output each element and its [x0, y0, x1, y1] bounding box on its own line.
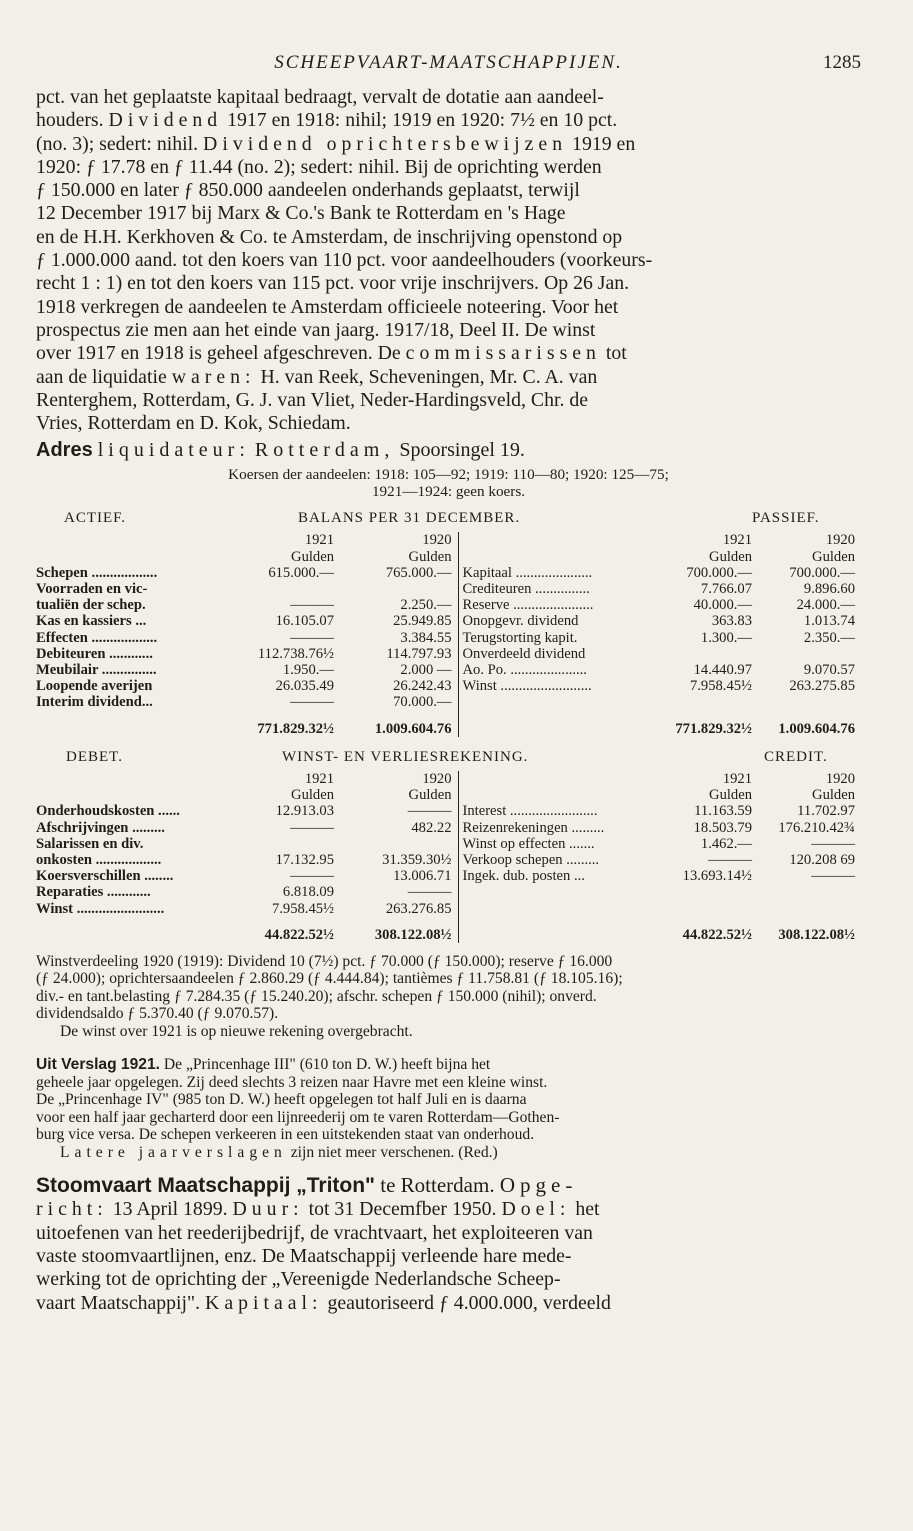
text-line: Latere jaarverslagen zijn niet meer verschenen. (Red.): [60, 1143, 498, 1161]
text-line: aan de liquidatie waren: H. van Reek, Scheveningen, Mr. C. A. van: [36, 365, 598, 388]
table-row: [36, 646, 861, 662]
value-cell: 13.693.14½: [682, 868, 752, 885]
value-cell: 615.000.—: [268, 564, 334, 581]
value-cell: 17.132.95: [275, 851, 334, 868]
text-line: (no. 3); sedert: nihil. Dividend oprichtersbewijzen 1919 en: [36, 132, 636, 155]
row-label: Winst ........................: [36, 900, 165, 917]
value-cell: 70.000.—: [393, 694, 452, 711]
credit-title: CREDIT.: [764, 748, 828, 765]
row-label: Onderhoudskosten ......: [36, 803, 180, 820]
value-cell: ———: [290, 694, 334, 711]
table-row: [36, 820, 861, 836]
text-line: 12 December 1917 bij Marx & Co.'s Bank te Rotterdam en 's Hage: [36, 202, 566, 225]
value-cell: 14.440.97: [693, 662, 752, 679]
text-line: Renterghem, Rotterdam, G. J. van Vliet, Neder-Hardingsveld, Chr. de: [36, 388, 589, 411]
value-cell: 1.013.74: [803, 613, 855, 630]
row-label: Kas en kassiers ...: [36, 613, 147, 630]
value-cell: 3.384.55: [400, 629, 452, 646]
value-cell: [236, 581, 340, 597]
text-line: over 1917 en 1918 is geheel afgeschreven. De commissarissen tot: [36, 342, 627, 365]
pl-heading: [36, 749, 861, 771]
row-label: [458, 884, 658, 900]
value-cell: [758, 694, 861, 710]
text-line: en de H.H. Kerkhoven & Co. te Amsterdam, de inschrijving openstond op: [36, 225, 623, 248]
total-cell: 1.009.604.76: [778, 720, 855, 737]
row-label: Onverdeeld dividend: [458, 646, 658, 662]
value-cell: 1.462.—: [700, 835, 752, 852]
address-city: Rotterdam,: [254, 439, 395, 462]
value-cell: [658, 901, 758, 917]
row-label: Ingek. dub. posten ...: [458, 868, 658, 884]
row-label: Crediteuren ...............: [458, 581, 658, 597]
value-cell: [758, 901, 861, 917]
value-cell: [340, 836, 458, 852]
table-row: [36, 803, 861, 819]
value-cell: 7.958.45½: [271, 900, 334, 917]
text-line: prospectus zie men aan het einde van jaarg. 1917/18, Deel II. De winst: [36, 318, 596, 341]
row-label: Reserve ......................: [458, 597, 658, 613]
row-label: [458, 901, 658, 917]
value-cell: 6.818.09: [282, 884, 334, 901]
value-cell: ———: [811, 835, 855, 852]
passief-title: PASSIEF.: [752, 510, 820, 527]
total-row: [36, 917, 861, 943]
row-label: Verkoop schepen .........: [458, 852, 658, 868]
row-label: onkosten ..................: [36, 851, 162, 868]
text-line: burg vice versa. De schepen verkeeren in een uitstekenden staat van onderhoud.: [36, 1126, 535, 1144]
row-label: Afschrijvingen .........: [36, 819, 165, 836]
row-label: Voorraden en vic-: [36, 581, 148, 598]
text-line: vaart Maatschappij". Kapitaal: geautoriseerd ƒ 4.000.000, verdeeld: [36, 1291, 611, 1314]
value-cell: 12.913.03: [275, 803, 334, 820]
value-cell: [758, 646, 861, 662]
value-cell: 16.105.07: [275, 613, 334, 630]
text-line: De „Princenhage IV" (985 ton D. W.) heeft opgelegen tot half Juli en is daarna: [36, 1091, 527, 1109]
text-line: recht 1 : 1) en tot den koers van 115 pct. voor vrije inschrijvers. Op 26 Jan.: [36, 272, 630, 295]
value-cell: ———: [811, 868, 855, 885]
pl-table: [36, 771, 861, 943]
row-label: Reparaties ............: [36, 884, 151, 901]
value-cell: 263.275.85: [789, 678, 855, 695]
value-cell: 176.210.42¾: [778, 819, 855, 836]
total-cell: 44.822.52½: [264, 926, 334, 943]
table-row: [36, 597, 861, 613]
text-line: Vries, Rotterdam en D. Kok, Schiedam.: [36, 412, 351, 435]
text-line: ƒ 1.000.000 aand. tot den koers van 110 pct. voor aandeelhouders (voorkeurs-: [36, 249, 653, 272]
row-label: Terugstorting kapit.: [458, 630, 658, 646]
company-name: Stoomvaart Maatschappij „Triton": [36, 1174, 376, 1198]
row-label: Salarissen en div.: [36, 835, 144, 852]
row-label: Kapitaal .....................: [458, 565, 658, 581]
share-prices: [36, 466, 861, 500]
value-cell: 11.702.97: [797, 803, 855, 820]
text-line: 1920: ƒ 17.78 en ƒ 11.44 (no. 2); sedert: nihil. Bij de oprichting werden: [36, 155, 602, 178]
value-cell: 114.797.93: [386, 645, 452, 662]
value-cell: 11.163.59: [694, 803, 752, 820]
value-cell: 263.276.85: [385, 900, 452, 917]
text-line: pct. van het geplaatste kapitaal bedraagt, vervalt de dotatie aan aandeel-: [36, 86, 604, 108]
value-cell: 7.766.07: [700, 581, 752, 598]
value-cell: [340, 581, 458, 597]
balance-table: [36, 532, 861, 736]
table-row: [36, 565, 861, 581]
value-cell: 24.000.—: [796, 597, 855, 614]
value-cell: ———: [290, 868, 334, 885]
row-label: Interest ........................: [458, 803, 658, 819]
text-line: uitoefenen van het reederijbedrijf, de vrachtvaart, het exploiteeren van: [36, 1221, 593, 1244]
row-label: Effecten ..................: [36, 629, 158, 646]
value-cell: ———: [407, 884, 452, 901]
liquidateur-label: liquidateur:: [97, 439, 250, 462]
total-cell: 308.122.08½: [778, 926, 855, 943]
text-line: 1918 verkregen de aandeelen te Amsterdam officieele noteering. Voor het: [36, 295, 619, 318]
running-title: SCHEEPVAART-MAATSCHAPPIJEN.: [274, 52, 623, 73]
value-cell: 1.950.—: [282, 662, 334, 679]
value-cell: 26.035.49: [275, 678, 334, 695]
value-cell: [758, 884, 861, 900]
total-cell: 771.829.32½: [675, 720, 752, 737]
value-cell: [658, 884, 758, 900]
row-label: Koersverschillen ........: [36, 868, 174, 885]
value-cell: 13.006.71: [393, 868, 452, 885]
address-line: [36, 436, 861, 464]
text-line: De winst over 1921 is op nieuwe rekening overgebracht.: [60, 1022, 413, 1040]
value-cell: 112.738.76½: [257, 645, 334, 662]
total-row: [36, 711, 861, 737]
annual-report-excerpt: [36, 1056, 861, 1161]
total-cell: 771.829.32½: [257, 720, 334, 737]
year-row: 1921 1920 1921 1920: [304, 532, 855, 549]
row-label: Winst op effecten .......: [458, 836, 658, 852]
value-cell: 25.949.85: [393, 613, 452, 630]
table-row: [36, 662, 861, 678]
balance-title: BALANS PER 31 DECEMBER.: [298, 510, 521, 527]
debet-title: DEBET.: [66, 748, 123, 765]
prices-line: 1921—1924: geen koers.: [371, 483, 526, 501]
value-cell: 18.503.79: [693, 819, 752, 836]
page-number: 1285: [823, 52, 861, 73]
text-line: richt: 13 April 1899. Duur: tot 31 Decemfber 1950. Doel: het: [36, 1198, 600, 1221]
text-line: Uit Verslag 1921. De „Princenhage III" (610 ton D. W.) heeft bijna het: [36, 1056, 491, 1074]
value-cell: 40.000.—: [693, 597, 752, 614]
running-header: [36, 52, 861, 86]
unit-row: Gulden Gulden Gulden Gulden: [291, 548, 855, 565]
table-row: [36, 581, 861, 597]
value-cell: 700.000.—: [789, 564, 855, 581]
row-label: tualiën der schep.: [36, 597, 146, 614]
row-label: [458, 694, 658, 710]
triton-entry: [36, 1173, 861, 1314]
profit-distribution: [36, 953, 861, 1041]
text-line: Stoomvaart Maatschappij „Triton" te Rotterdam. Opge-: [36, 1173, 578, 1198]
value-cell: 7.958.45½: [689, 678, 752, 695]
value-cell: [658, 694, 758, 710]
table-row: [36, 613, 861, 629]
table-row: [36, 678, 861, 694]
total-cell: 1.009.604.76: [374, 720, 452, 737]
table-row: [36, 868, 861, 884]
actief-title: ACTIEF.: [64, 510, 127, 527]
value-cell: 700.000.—: [686, 564, 752, 581]
value-cell: ———: [290, 819, 334, 836]
text-line: houders. Dividend 1917 en 1918: nihil; 1919 en 1920: 7½ en 10 pct.: [36, 109, 618, 132]
pl-title: WINST- EN VERLIESREKENING.: [282, 748, 529, 765]
value-cell: 482.22: [411, 819, 452, 836]
value-cell: ———: [290, 629, 334, 646]
row-label: Winst .........................: [458, 678, 658, 694]
row-label: Meubilair ...............: [36, 662, 157, 679]
value-cell: ———: [708, 851, 752, 868]
value-cell: 31.359.30½: [382, 851, 452, 868]
text-line: dividendsaldo ƒ 5.370.40 (ƒ 9.070.57).: [36, 1005, 279, 1023]
value-cell: 9.070.57: [803, 662, 855, 679]
row-label: Debiteuren ............: [36, 645, 153, 662]
value-cell: 2.350.—: [803, 629, 855, 646]
unit-row: Gulden Gulden Gulden Gulden: [291, 787, 855, 804]
value-cell: 1.300.—: [700, 629, 752, 646]
row-label: Loopende averijen: [36, 678, 153, 695]
table-row: [36, 884, 861, 900]
row-label: Reizenrekeningen .........: [458, 820, 658, 836]
table-row: [36, 852, 861, 868]
value-cell: 363.83: [711, 613, 752, 630]
value-cell: ———: [290, 597, 334, 614]
row-label: Interim dividend...: [36, 694, 153, 711]
value-cell: [236, 836, 340, 852]
balance-heading: [36, 510, 861, 532]
value-cell: 765.000.—: [385, 564, 452, 581]
year-row: 1921 1920 1921 1920: [304, 770, 855, 787]
row-label: Onopgevr. dividend: [458, 613, 658, 629]
value-cell: [658, 646, 758, 662]
value-cell: 26.242.43: [393, 678, 452, 695]
value-cell: 120.208 69: [789, 851, 855, 868]
total-cell: 308.122.08½: [374, 926, 452, 943]
total-cell: 44.822.52½: [682, 926, 752, 943]
value-cell: ———: [407, 803, 452, 820]
intro-paragraph: [36, 86, 861, 435]
row-label: Ao. Po. .....................: [458, 662, 658, 678]
address-street: Spoorsingel 19.: [399, 439, 525, 462]
address-label: Adres: [36, 439, 93, 462]
table-row: [36, 694, 861, 710]
value-cell: 2.250.—: [400, 597, 452, 614]
value-cell: 9.896.60: [803, 581, 855, 598]
text-line: werking tot de oprichting der „Vereenigde Nederlandsche Scheep-: [36, 1268, 561, 1291]
text-line: div.- en tant.belasting ƒ 7.284.35 (ƒ 15.240.20); afschr. schepen ƒ 150.000 (nihil); onverd.: [36, 987, 597, 1005]
table-row: [36, 630, 861, 646]
text-line: voor een half jaar gecharterd door een lijnreederij om te varen Rotterdam—Gothen-: [36, 1108, 560, 1126]
row-label: Schepen ..................: [36, 564, 158, 581]
table-row: [36, 836, 861, 852]
text-line: (ƒ 24.000); oprichtersaandeelen ƒ 2.860.29 (ƒ 4.444.84); tantièmes ƒ 11.758.81 (ƒ 18.105.16);: [36, 970, 623, 988]
text-line: vaste stoomvaartlijnen, enz. De Maatschappij verleende hare mede-: [36, 1245, 572, 1268]
prices-line: Koersen der aandeelen: 1918: 105—92; 1919: 110—80; 1920: 125—75;: [228, 466, 669, 484]
text-line: Winstverdeeling 1920 (1919): Dividend 10 (7½) pct. ƒ 70.000 (ƒ 150.000); reserve ƒ 16.000: [36, 952, 613, 970]
table-row: [36, 901, 861, 917]
text-line: ƒ 150.000 en later ƒ 850.000 aandeelen onderhands geplaatst, terwijl: [36, 179, 580, 202]
value-cell: 2.000 —: [400, 662, 452, 679]
text-line: geheele jaar opgelegen. Zij deed slechts 3 reizen naar Havre met een kleine winst.: [36, 1073, 548, 1091]
